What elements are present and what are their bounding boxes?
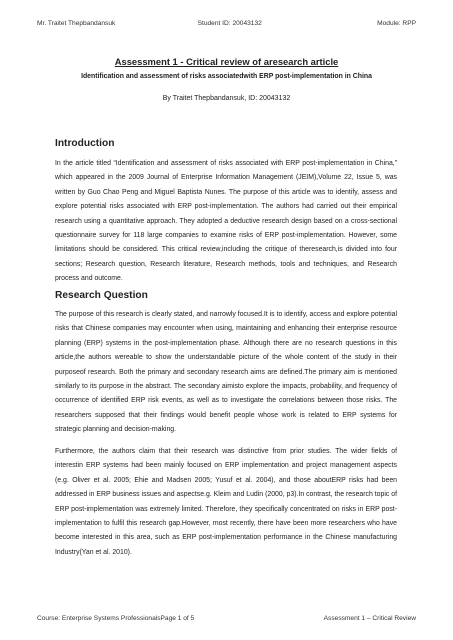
document-byline: By Traitet Thepbandansuk, ID: 20043132 — [162, 95, 291, 102]
research-question-heading: Research Question — [55, 290, 148, 301]
introduction-paragraph: In the article titled “Identification and assessment of risks associated with ERP post-implementation in China,” which appeared in the 2009 Journal of Enterprise Information Management (JEIM),Volume 22, Issue 5, was written by Guo Chao Peng and Miguel Baptista Nunes. The purpose of this article was to identify, assess and explore potential risks associated with ERP post-implementation. The authors had carried out their empirical research using a quantitative approach. They adopted a deductive research design based on a cross-sectional questionnaire survey for 118 large companies to examine risks of ERP post-implementation. However, some limitations should be considered. This critical review,including the critique of theresearch,is divided into four sections; Research question, Research literature, Research methods, tools and techniques, and Research process and outcome. — [55, 160, 397, 283]
research-question-paragraph-2: Furthermore, the authors claim that their research was distinctive from prior studies. The wider fields of interestin ERP systems had been mainly focused on ERP implementation and project management aspects (e.g. Oliver et al. 2005; Ehie and Madsen 2005; Yusuf et al. 2004), and those aboutERP risks had been addressed in ERP business issues and aspectse.g. Kleim and Ludin (2000, p3).In contrast, the research topic of ERP post-implementation was extremely limited. Therefore, they specifically concentrated on risks in ERP post-implementation to fulfil this research gap.However, most recently, there have been more researchers who have become interested in this area, such as ERP post-implementation performance in the Chinese manufacturing Industry(Yan et al. 2010). — [55, 448, 397, 556]
document-subtitle: Identification and assessment of risks associatedwith ERP post-implementation in China — [81, 73, 372, 80]
page-header — [37, 20, 416, 32]
research-question-paragraph-1: The purpose of this research is clearly stated, and narrowly focused.It is to identify, access and explore potential risks that Chinese companies may encounter when using, maintaining and enhancing their enterprise resource planning (ERP) systems in the post-implementation phase. Although there are no research questions in this article,the authors wereable to show the understandable picture of the whole content of the study in their purposeof research. Both the primary and secondary research aims are defined.The primary aim is mentioned similarly to its purpose in the abstract. The secondary aimisto explore the impacts, probability, and frequency of occurrence of identified ERP risk events, as well as to investigate the correlations between those risks. The researchers supposed that their findings would benefit people whose work is related to ERP systems for strategic planning and decision-making. — [55, 311, 397, 434]
footer-course: Course: Enterprise Systems ProfessionalsPage 1 of 5 — [37, 615, 195, 622]
document-title: Assessment 1 - Critical review of aresearch article — [114, 56, 339, 67]
introduction-heading: Introduction — [55, 138, 115, 149]
header-module: Module: RPP — [377, 20, 416, 27]
header-author: Mr. Traitet Thepbandansuk — [37, 20, 116, 27]
page-footer — [37, 615, 416, 627]
header-student-id: Student ID: 20043132 — [197, 20, 262, 27]
footer-assessment: Assessment 1 – Critical Review — [323, 615, 416, 622]
